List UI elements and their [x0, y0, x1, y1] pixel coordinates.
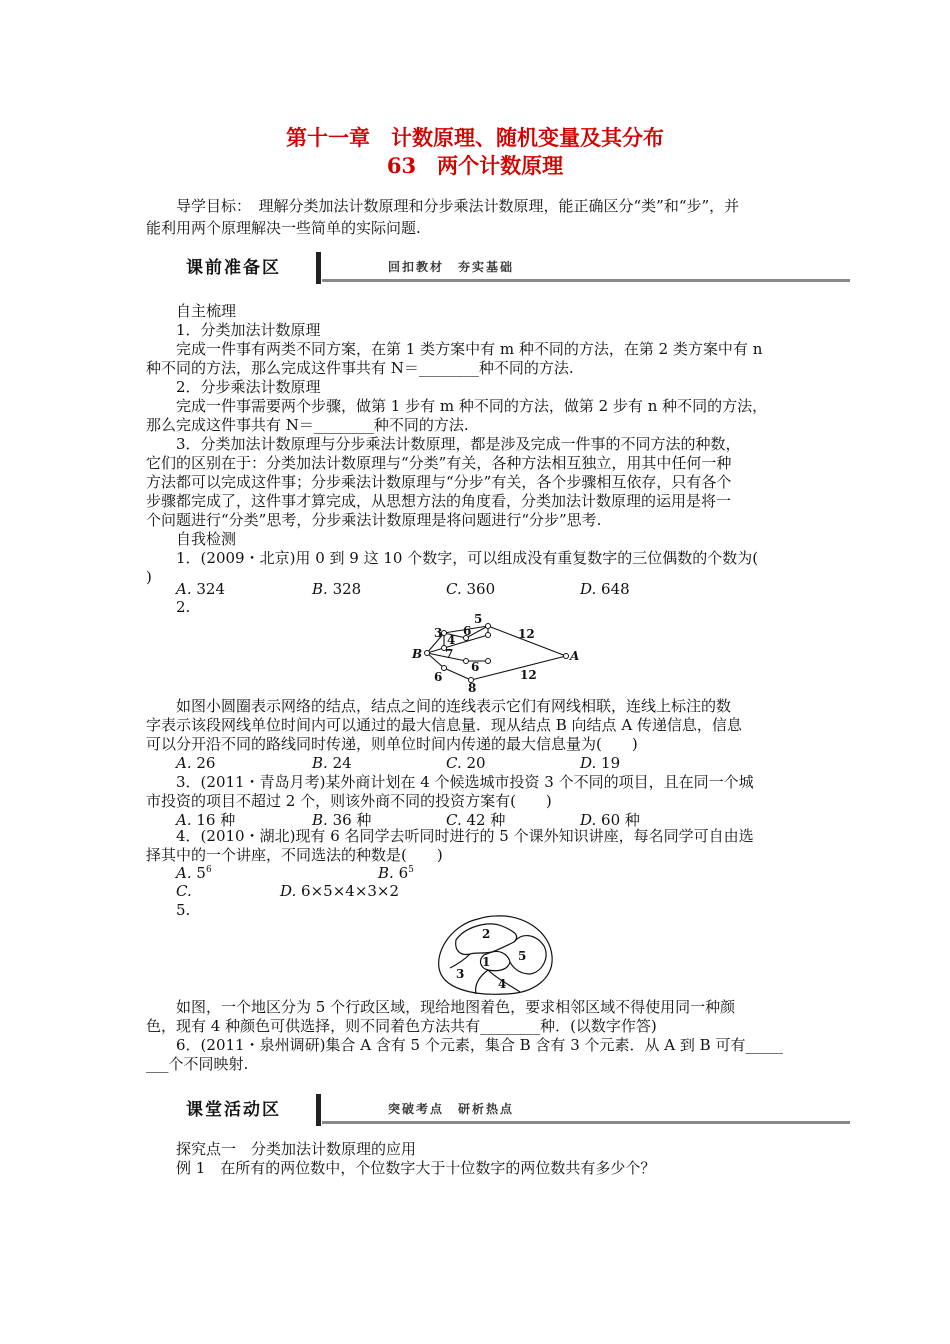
band-tab-label: 课前准备区 [186, 258, 281, 278]
q6-line-1: 6．(2011・泉州调研)集合 A 含有 5 个元素，集合 B 含有 3 个元素．从 A 到 B 可有_____ [176, 1036, 783, 1054]
q1-option-c: C. 360 [446, 580, 496, 598]
region-label: 4 [498, 977, 507, 991]
principle-1-title: 1．分类加法计数原理 [176, 321, 321, 339]
edge-label: 12 [518, 627, 535, 641]
q2-option-b: B. 24 [312, 754, 352, 772]
q2-option-d: D. 19 [580, 754, 621, 772]
principle-3-line-4: 步骤都完成了，这件事才算完成，从思想方法的角度看，分类加法计数原理的运用是将一 [146, 492, 732, 510]
q4-line-1: 4．(2010・湖北)现有 6 名同学去听同时进行的 5 个课外知识讲座，每名同学可自由选 [176, 827, 754, 845]
edge-label: 3 [434, 626, 443, 640]
q5-line-1: 如图，一个地区分为 5 个行政区域，现给地图着色，要求相邻区域不得使用同一种颜 [176, 998, 736, 1016]
band-subtitle: 回扣教材 夯实基础 [388, 260, 515, 274]
q1-option-d: D. 648 [580, 580, 630, 598]
edge-label: 5 [474, 612, 483, 626]
q4-line-2: 择其中的一个讲座，不同选法的种数是( ) [146, 846, 443, 864]
example-1: 例 1 在所有的两位数中，个位数字大于十位数字的两位数共有多少个？ [176, 1159, 656, 1177]
q3-line-1: 3．(2011・青岛月考)某外商计划在 4 个候选城市投资 3 个不同的项目，且在同一个城 [176, 773, 754, 791]
edge-label: 7 [445, 647, 454, 661]
principle-1-line-1: 完成一件事有两类不同方案，在第 1 类方案中有 m 种不同的方法，在第 2 类方案中有 n [176, 340, 763, 358]
q3-option-c: C. 42 种 [446, 811, 506, 829]
node-a-label: A [570, 649, 580, 663]
q4-option-d: D. 6×5×4×3×2 [280, 882, 400, 900]
chapter-title: 第十一章 计数原理、随机变量及其分布 [286, 125, 664, 150]
band-rule [322, 1121, 850, 1124]
q5-line-2: 色，现有 4 种颜色可供选择，则不同着色方法共有________种．(以数字作答) [146, 1017, 657, 1035]
q1-line-2: ) [146, 568, 152, 586]
q1-line-1: 1．(2009・北京)用 0 到 9 这 10 个数字，可以组成没有重复数字的三位偶数的个数为( [176, 549, 759, 567]
q2-option-c: C. 20 [446, 754, 486, 772]
q6-line-2: ___个不同映射. [146, 1055, 249, 1073]
principle-2-title: 2．分步乘法计数原理 [176, 378, 321, 396]
q2-line-2: 字表示该段网线单位时间内可以通过的最大信息量．现从结点 B 向结点 A 传递信息，信息 [146, 716, 742, 734]
band-subtitle: 突破考点 研析热点 [388, 1102, 515, 1116]
q3-option-a: A. 16 种 [176, 811, 236, 829]
q2-option-a: A. 26 [176, 754, 216, 772]
q3-option-b: B. 36 种 [312, 811, 372, 829]
edge-label: 8 [468, 681, 477, 694]
edge-label: 12 [520, 668, 537, 682]
region-label: 2 [482, 927, 491, 941]
section-band-preview [176, 252, 850, 286]
principle-2-line-1: 完成一件事需要两个步骤，做第 1 步有 m 种不同的方法，做第 2 步有 n 种不同的方法， [176, 397, 768, 415]
q4-option-c: C. [176, 882, 192, 900]
q5-number: 5. [176, 901, 191, 919]
band-divider [316, 252, 321, 284]
node-b-label: B [412, 647, 423, 661]
region-map [436, 912, 556, 996]
region-label: 1 [482, 955, 491, 969]
lesson-title: 63 两个计数原理 [386, 153, 564, 178]
selfcheck-heading: 自我检测 [176, 530, 237, 548]
edge-label: 6 [471, 660, 480, 674]
q2-line-3: 可以分开沿不同的路线同时传递，则单位时间内传递的最大信息量为( ) [146, 735, 638, 753]
principle-3-line-5: 个问题进行“分类”思考，分步乘法计数原理是将问题进行“分步”思考. [146, 511, 602, 529]
q1-option-a: A. 324 [176, 580, 226, 598]
explore-heading: 探究点一 分类加法计数原理的应用 [176, 1140, 417, 1158]
q2-number: 2. [176, 598, 191, 616]
edge-label: 4 [447, 633, 456, 647]
objective-line-1: 导学目标： 理解分类加法计数原理和分步乘法计数原理，能正确区分“类”和“步”，并 [176, 197, 740, 215]
network-diagram [400, 608, 590, 694]
region-label: 3 [456, 967, 465, 981]
q1-option-b: B. 328 [312, 580, 362, 598]
principle-2-line-2: 那么完成这件事共有 N＝________种不同的方法. [146, 416, 469, 434]
principle-3-line-1: 3．分类加法计数原理与分步乘法计数原理，都是涉及完成一件事的不同方法的种数， [176, 435, 741, 453]
principle-3-line-2: 它们的区别在于：分类加法计数原理与“分类”有关，各种方法相互独立，用其中任何一种 [146, 454, 732, 472]
q4-option-a: A. $5^6$ [176, 864, 212, 882]
q2-line-1: 如图小圆圈表示网络的结点，结点之间的连线表示它们有网线相联，连线上标注的数 [176, 697, 732, 715]
objective-line-2: 能利用两个原理解决一些简单的实际问题. [146, 219, 421, 237]
principle-1-line-2: 种不同的方法，那么完成这件事共有 N＝________种不同的方法. [146, 359, 574, 377]
q3-line-2: 市投资的项目不超过 2 个，则该外商不同的投资方案有( ) [146, 792, 552, 810]
edge-label: 6 [434, 670, 443, 684]
edge-label: 6 [463, 624, 472, 638]
q3-option-d: D. 60 种 [580, 811, 640, 829]
q4-option-b: B. $6^5$ [378, 864, 414, 882]
band-tab-label: 课堂活动区 [186, 1100, 281, 1120]
section-band-classroom [176, 1094, 850, 1128]
band-divider [316, 1094, 321, 1126]
review-heading: 自主梳理 [176, 302, 237, 320]
band-rule [322, 279, 850, 282]
principle-3-line-3: 方法都可以完成这件事；分步乘法计数原理与“分步”有关，各个步骤相互依存，只有各个 [146, 473, 732, 491]
region-label: 5 [518, 949, 527, 963]
